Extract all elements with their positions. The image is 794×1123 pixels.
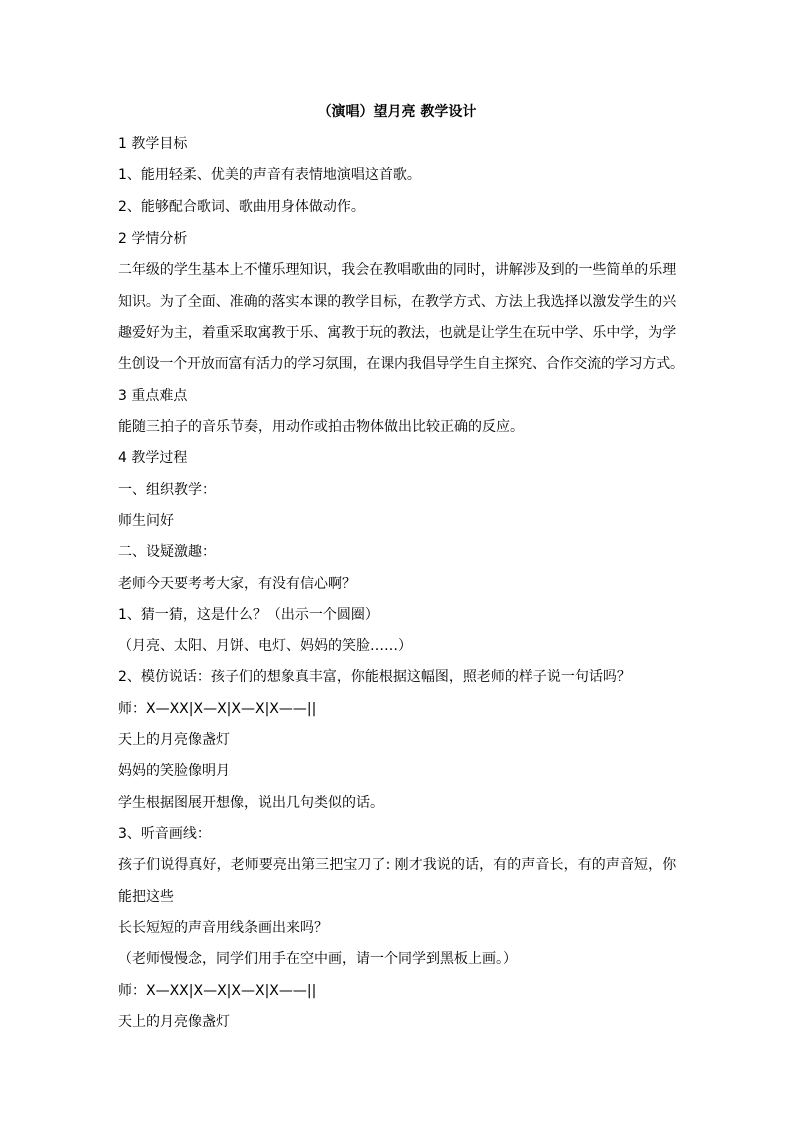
paragraph-line: 师生问好	[118, 513, 174, 529]
paragraph-line: 知识。为了全面、准确的落实本课的教学目标，在教学方式、方法上我选择以激发学生的兴	[118, 294, 676, 310]
paragraph-line: 一、组织教学：	[118, 482, 216, 498]
paragraph-line: 3、听音画线：	[118, 826, 211, 842]
section-heading-key-points: 3 重点难点	[118, 388, 188, 404]
paragraph-line: 生创设一个开放而富有活力的学习氛围，在课内我倡导学生自主探究、合作交流的学习方式。	[118, 356, 684, 372]
paragraph-line: 妈妈的笑脸像明月	[118, 763, 230, 779]
section-heading-analysis: 2 学情分析	[118, 231, 188, 247]
paragraph-line: 1、能用轻柔、优美的声音有表情地演唱这首歌。	[118, 167, 421, 183]
rhythm-notation-line: 师：X—XX|X—X|X—X|X——||	[118, 701, 317, 717]
rhythm-notation-line: 师：X—XX|X—X|X—X|X——||	[118, 983, 317, 999]
section-heading-process: 4 教学过程	[118, 450, 188, 466]
paragraph-line: 二、设疑激趣：	[118, 544, 216, 560]
paragraph-line: 能随三拍子的音乐节奏，用动作或拍击物体做出比较正确的反应。	[118, 419, 524, 435]
paragraph-line: （老师慢慢念，同学们用手在空中画，请一个同学到黑板上画。）	[118, 951, 517, 967]
paragraph-line: 能把这些	[118, 889, 174, 905]
paragraph-line: 二年级的学生基本上不懂乐理知识，我会在教唱歌曲的同时，讲解涉及到的一些简单的乐理	[118, 262, 676, 278]
document-title: （演唱）望月亮 教学设计	[317, 104, 477, 120]
section-heading-objectives: 1 教学目标	[118, 136, 188, 152]
paragraph-line: 老师今天要考考大家，有没有信心啊？	[118, 576, 356, 592]
paragraph-line: 趣爱好为主，着重采取寓教于乐、寓教于玩的教法，也就是让学生在玩中学、乐中学，为学	[118, 325, 676, 341]
paragraph-line: 天上的月亮像盏灯	[118, 1014, 230, 1030]
paragraph-line: 2、能够配合歌词、歌曲用身体做动作。	[118, 199, 365, 215]
paragraph-line: 1、猜一猜，这是什么？（出示一个圆圈）	[118, 607, 379, 623]
paragraph-line: 孩子们说得真好，老师要亮出第三把宝刀了: 刚才我说的话，有的声音长，有的声音短，你	[118, 857, 676, 873]
paragraph-line: 2、模仿说话：孩子们的想象真丰富，你能根据这幅图，照老师的样子说一句话吗？	[118, 669, 631, 685]
paragraph-line: 学生根据图展开想像，说出几句类似的话。	[118, 795, 384, 811]
paragraph-line: 天上的月亮像盏灯	[118, 732, 230, 748]
paragraph-line: （月亮、太阳、月饼、电灯、妈妈的笑脸……）	[118, 638, 412, 654]
paragraph-line: 长长短短的声音用线条画出来吗？	[118, 920, 328, 936]
